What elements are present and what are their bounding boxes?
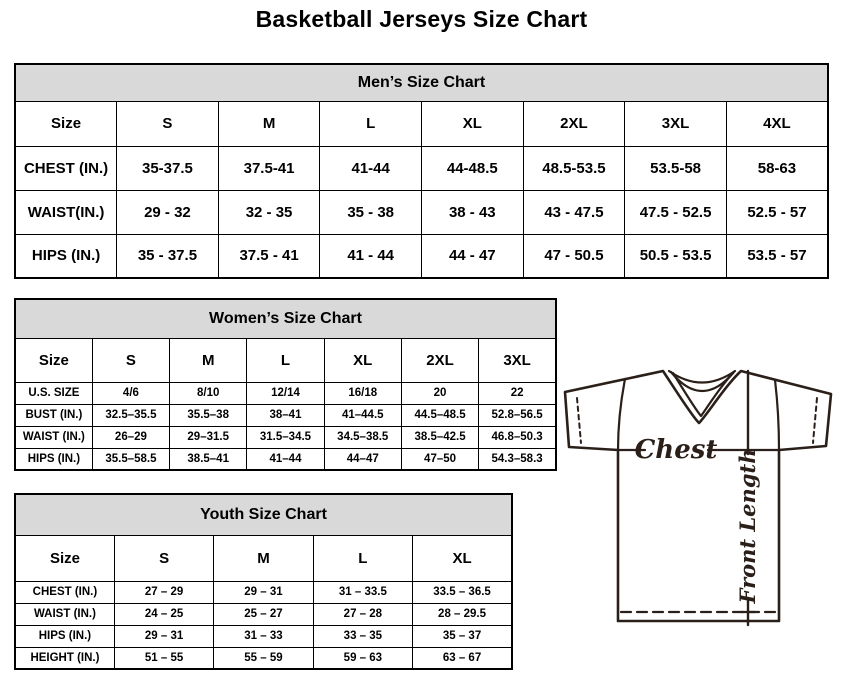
table-row xyxy=(15,581,512,603)
size-value-cell: 41 - 44 xyxy=(320,234,422,278)
size-value-cell: 54.3–58.3 xyxy=(479,448,556,470)
size-value-cell: 35-37.5 xyxy=(117,146,219,190)
size-value-cell: 34.5–38.5 xyxy=(324,426,401,448)
size-value-cell: 35.5–58.5 xyxy=(92,448,169,470)
size-value-cell: 44–47 xyxy=(324,448,401,470)
size-corner-header: Size xyxy=(15,101,117,146)
size-value-cell: 31.5–34.5 xyxy=(247,426,324,448)
size-value-cell: 44-48.5 xyxy=(422,146,524,190)
size-column-header: S xyxy=(92,338,169,382)
size-value-cell: 27 – 28 xyxy=(313,603,412,625)
size-value-cell: 24 – 25 xyxy=(114,603,213,625)
size-value-cell: 29 – 31 xyxy=(214,581,313,603)
size-value-cell: 33 – 35 xyxy=(313,625,412,647)
jersey-body-outline xyxy=(565,371,831,621)
row-label: WAIST (IN.) xyxy=(15,603,114,625)
size-value-cell: 50.5 - 53.5 xyxy=(625,234,727,278)
size-value-cell: 16/18 xyxy=(324,382,401,404)
front-length-label: Front Length xyxy=(735,448,760,604)
row-label: HIPS (IN.) xyxy=(15,625,114,647)
page-title: Basketball Jerseys Size Chart xyxy=(255,6,588,32)
size-value-cell: 38.5–41 xyxy=(170,448,247,470)
size-value-cell: 53.5-58 xyxy=(625,146,727,190)
size-column-header: M xyxy=(170,338,247,382)
size-corner-header: Size xyxy=(15,535,114,581)
column-header-row xyxy=(15,338,556,382)
size-value-cell: 41–44.5 xyxy=(324,404,401,426)
size-value-cell: 32.5–35.5 xyxy=(92,404,169,426)
size-corner-header: Size xyxy=(15,338,92,382)
size-value-cell: 41–44 xyxy=(247,448,324,470)
table-title-row xyxy=(15,299,556,338)
table-row xyxy=(15,448,556,470)
size-value-cell: 28 – 29.5 xyxy=(413,603,512,625)
table-row xyxy=(15,625,512,647)
size-column-header: XL xyxy=(422,101,524,146)
size-value-cell: 29 – 31 xyxy=(114,625,213,647)
table-row xyxy=(15,146,828,190)
row-label: HIPS (IN.) xyxy=(15,234,117,278)
size-value-cell: 52.8–56.5 xyxy=(479,404,556,426)
size-column-header: L xyxy=(313,535,412,581)
table-title-row xyxy=(15,64,828,101)
size-column-header: S xyxy=(114,535,213,581)
table-row xyxy=(15,190,828,234)
womens-size-chart-table xyxy=(14,298,557,471)
size-value-cell: 35.5–38 xyxy=(170,404,247,426)
mens-size-chart-table xyxy=(14,63,829,279)
size-column-header: L xyxy=(247,338,324,382)
table-title: Women’s Size Chart xyxy=(15,299,556,338)
size-value-cell: 37.5 - 41 xyxy=(218,234,320,278)
size-value-cell: 38 - 43 xyxy=(422,190,524,234)
size-value-cell: 25 – 27 xyxy=(214,603,313,625)
size-value-cell: 29 - 32 xyxy=(117,190,219,234)
size-value-cell: 44 - 47 xyxy=(422,234,524,278)
table-row xyxy=(15,426,556,448)
left-cuff-dashed-line xyxy=(577,398,581,443)
size-value-cell: 12/14 xyxy=(247,382,324,404)
left-armhole-seam xyxy=(618,379,625,450)
size-value-cell: 8/10 xyxy=(170,382,247,404)
size-value-cell: 22 xyxy=(479,382,556,404)
table-row xyxy=(15,404,556,426)
size-column-header: 2XL xyxy=(401,338,478,382)
right-armhole-seam xyxy=(775,380,779,450)
size-column-header: M xyxy=(214,535,313,581)
row-label: HIPS (IN.) xyxy=(15,448,92,470)
table-row xyxy=(15,382,556,404)
size-value-cell: 35 – 37 xyxy=(413,625,512,647)
size-value-cell: 4/6 xyxy=(92,382,169,404)
table-row xyxy=(15,234,828,278)
table-title: Youth Size Chart xyxy=(15,494,512,535)
size-value-cell: 35 - 37.5 xyxy=(117,234,219,278)
size-column-header: S xyxy=(117,101,219,146)
table-row xyxy=(15,647,512,669)
row-label: CHEST (IN.) xyxy=(15,581,114,603)
right-cuff-dashed-line xyxy=(813,398,817,443)
row-label: WAIST (IN.) xyxy=(15,426,92,448)
size-value-cell: 38–41 xyxy=(247,404,324,426)
size-column-header: XL xyxy=(413,535,512,581)
size-value-cell: 20 xyxy=(401,382,478,404)
size-value-cell: 51 – 55 xyxy=(114,647,213,669)
row-label: CHEST (IN.) xyxy=(15,146,117,190)
table-title-row xyxy=(15,494,512,535)
chest-label: Chest xyxy=(634,435,718,465)
table-row xyxy=(15,603,512,625)
size-value-cell: 37.5-41 xyxy=(218,146,320,190)
size-value-cell: 31 – 33 xyxy=(214,625,313,647)
row-label: HEIGHT (IN.) xyxy=(15,647,114,669)
size-value-cell: 32 - 35 xyxy=(218,190,320,234)
size-value-cell: 53.5 - 57 xyxy=(726,234,828,278)
column-header-row xyxy=(15,535,512,581)
youth-size-chart-table xyxy=(14,493,513,670)
size-value-cell: 26–29 xyxy=(92,426,169,448)
jersey-outline-drawing xyxy=(555,360,843,630)
size-value-cell: 55 – 59 xyxy=(214,647,313,669)
size-value-cell: 52.5 - 57 xyxy=(726,190,828,234)
size-value-cell: 27 – 29 xyxy=(114,581,213,603)
size-value-cell: 31 – 33.5 xyxy=(313,581,412,603)
size-value-cell: 43 - 47.5 xyxy=(523,190,625,234)
size-column-header: 2XL xyxy=(523,101,625,146)
row-label: U.S. SIZE xyxy=(15,382,92,404)
size-value-cell: 38.5–42.5 xyxy=(401,426,478,448)
size-value-cell: 46.8–50.3 xyxy=(479,426,556,448)
size-column-header: 3XL xyxy=(479,338,556,382)
size-value-cell: 35 - 38 xyxy=(320,190,422,234)
size-value-cell: 29–31.5 xyxy=(170,426,247,448)
size-value-cell: 44.5–48.5 xyxy=(401,404,478,426)
size-value-cell: 63 – 67 xyxy=(413,647,512,669)
row-label: WAIST(IN.) xyxy=(15,190,117,234)
size-value-cell: 48.5-53.5 xyxy=(523,146,625,190)
size-value-cell: 58-63 xyxy=(726,146,828,190)
size-column-header: 4XL xyxy=(726,101,828,146)
size-column-header: L xyxy=(320,101,422,146)
size-column-header: XL xyxy=(324,338,401,382)
size-value-cell: 41-44 xyxy=(320,146,422,190)
table-title: Men’s Size Chart xyxy=(15,64,828,101)
size-value-cell: 47 - 50.5 xyxy=(523,234,625,278)
column-header-row xyxy=(15,101,828,146)
size-value-cell: 47–50 xyxy=(401,448,478,470)
size-column-header: M xyxy=(218,101,320,146)
size-value-cell: 59 – 63 xyxy=(313,647,412,669)
jersey-measurement-diagram xyxy=(555,360,843,630)
size-value-cell: 33.5 – 36.5 xyxy=(413,581,512,603)
row-label: BUST (IN.) xyxy=(15,404,92,426)
size-column-header: 3XL xyxy=(625,101,727,146)
size-value-cell: 47.5 - 52.5 xyxy=(625,190,727,234)
